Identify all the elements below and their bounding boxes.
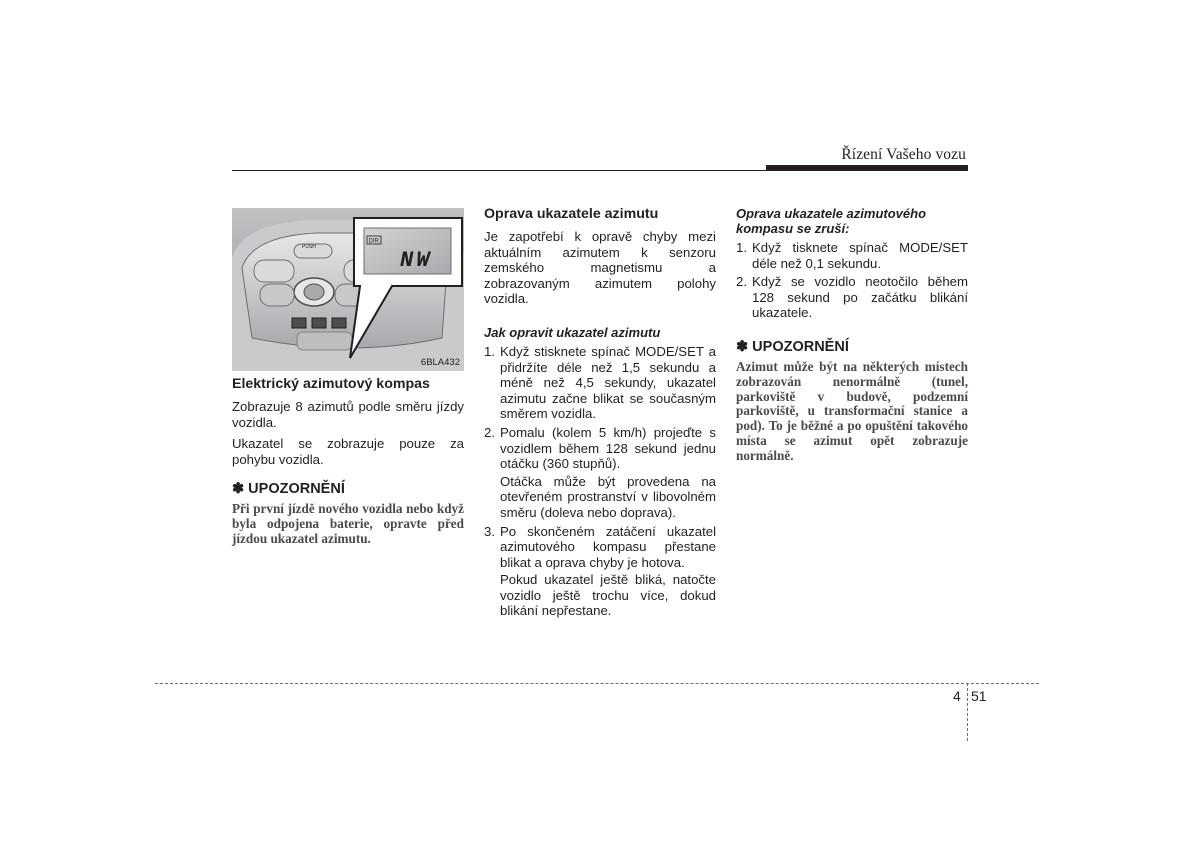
compass-figure [232,208,464,371]
item-number: 3. [484,523,495,539]
caution-text: Azimut může být na některých místech zobrazován nenormálně (tunel, parkoviště v budově, podzemní parkoviště, u transformační stanice a pod). To je běžné a po opuštění takového místa se azimut opět zobrazuje normálně. [736,358,968,463]
chapter-number: 4 [953,688,961,704]
list-item [736,274,968,321]
steps-list [484,344,716,619]
page-header-title: Řízení Vašeho vozu [841,146,966,163]
subheading: Jak opravit ukazatel azimutu [484,324,661,340]
header-rule [232,170,968,171]
list-item [484,425,716,521]
display-reading: NW [400,248,433,273]
item-text: Když se vozidlo neotočilo během 128 sekund po začátku blikání ukazatele. [752,274,968,321]
dir-label: DIR [368,238,379,245]
item-note: Otáčka může být provedena na otevřeném prostranství v libovolném směru (doleva nebo doprava). [500,473,716,520]
cancel-list [736,240,968,321]
column-middle [484,206,716,622]
footer-divider [967,683,968,741]
paragraph: Zobrazuje 8 azimutů podle směru jízdy vozidla. [232,399,464,430]
item-number: 1. [484,343,495,359]
item-text: Pomalu (kolem 5 km/h) projeďte s vozidlem během 128 sekund jednu otáčku (360 stupňů). [500,424,716,472]
figure-code: 6BLA432 [420,357,460,368]
caution-title: ✽ UPOZORNĚNÍ [232,481,345,498]
caution-text: Při první jízdě nového vozidla nebo když byla odpojena baterie, opravte před jízdou ukazatel azimutu. [232,501,464,546]
item-text: Když stisknete spínač MODE/SET a přidržíte déle než 1,5 sekundu a méně než 4,5 sekundy, ukazatel azimutu začne blikat se současným směrem vozidla. [500,343,716,422]
footer-rule [155,683,1039,684]
item-text: Po skončeném zatáčení ukazatel azimutového kompasu přestane blikat a oprava chyby je hotova. [500,523,716,570]
push-label: PUSH [302,244,316,250]
list-item [484,524,716,620]
section-heading: Elektrický azimutový kompas [232,376,430,392]
list-item [484,344,716,422]
item-number: 1. [736,240,747,255]
item-text: Když tisknete spínač MODE/SET déle než 0,1 sekundu. [752,240,968,271]
item-number: 2. [484,424,495,440]
column-right [736,206,968,470]
paragraph: Ukazatel se zobrazuje pouze za pohybu vozidla. [232,436,464,467]
paragraph: Je zapotřebí k opravě chyby mezi aktuálním azimutem k senzoru zemského magnetismu a zobrazovaným azimutem polohy vozidla. [484,229,716,307]
section-heading: Oprava ukazatele azimutu [484,206,659,222]
page-number: 51 [971,688,987,704]
item-note: Pokud ukazatel ještě bliká, natočte vozidlo ještě trochu více, dokud blikání nepřestane. [500,572,716,619]
caution-title: ✽ UPOZORNĚNÍ [736,338,849,355]
item-number: 2. [736,274,747,290]
subheading: Oprava ukazatele azimutového kompasu se zruší: [736,206,927,236]
column-left [232,376,464,553]
list-item [736,240,968,271]
overhead-console-illustration [232,208,464,371]
